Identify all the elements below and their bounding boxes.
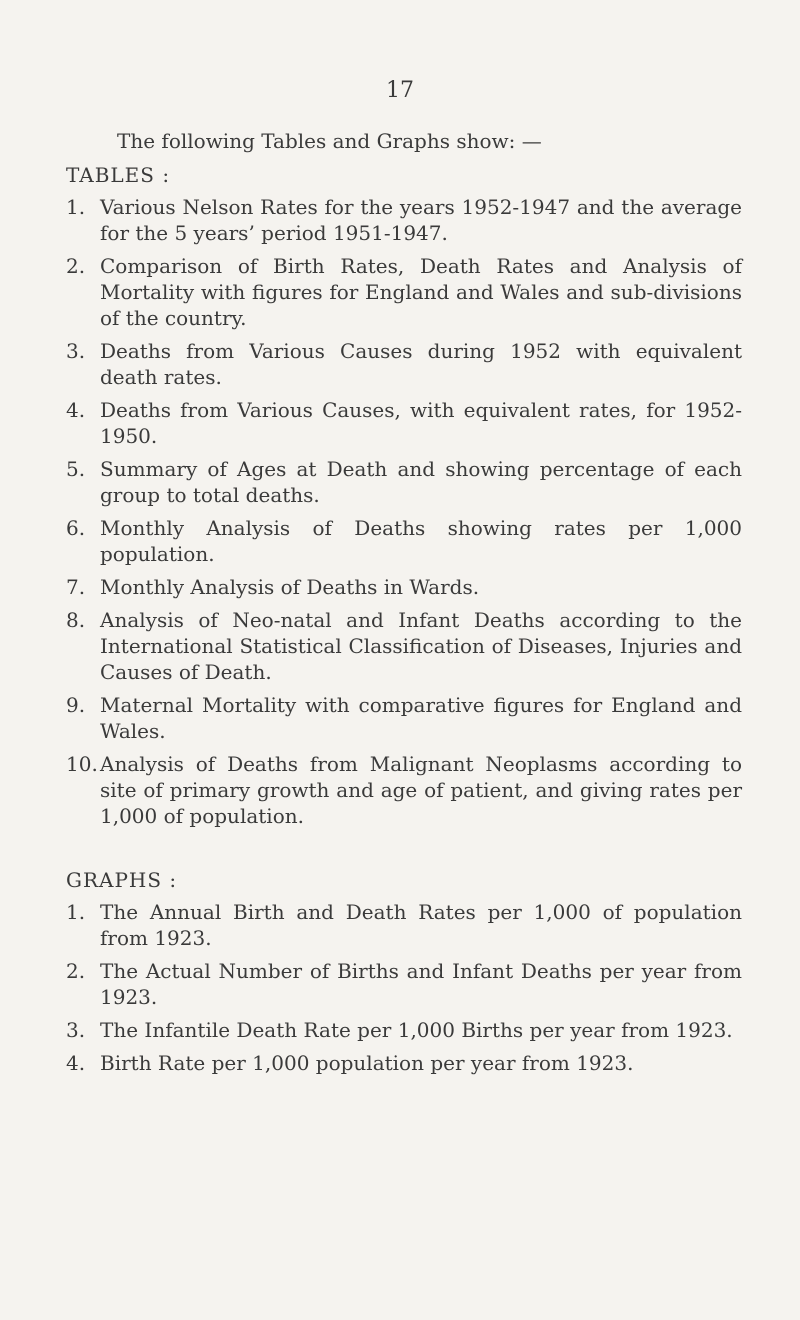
item-text: The Actual Number of Births and Infant Deaths per year from 1923.	[100, 959, 742, 1009]
page-number: 17	[386, 78, 414, 103]
item-number: 10.	[66, 752, 98, 776]
item-number: 2.	[66, 959, 86, 983]
item-number: 7.	[66, 575, 86, 599]
item-number: 5.	[66, 457, 86, 481]
item-number: 1.	[66, 900, 86, 924]
item-number: 2.	[66, 254, 86, 278]
item-number: 1.	[66, 195, 86, 219]
graphs-heading-label: GRAPHS :	[66, 868, 178, 892]
item-text: Analysis of Neo-natal and Infant Deaths according to the International Statistical Classification of Diseases, Injuries and Causes of Death.	[100, 608, 742, 684]
item-text: Various Nelson Rates for the years 1952-1947 and the average for the 5 years’ period 1951-1947.	[100, 195, 742, 245]
list-item	[66, 958, 742, 1010]
item-number: 3.	[66, 1018, 86, 1042]
item-text: Analysis of Deaths from Malignant Neoplasms according to site of primary growth and age of patient, and giving rates per 1,000 of population.	[100, 752, 742, 828]
list-item	[66, 456, 742, 508]
graphs-heading	[66, 867, 742, 893]
list-item	[66, 397, 742, 449]
item-text: Maternal Mortality with comparative figures for England and Wales.	[100, 693, 742, 743]
item-number: 3.	[66, 339, 86, 363]
list-item	[66, 899, 742, 951]
item-text: The Infantile Death Rate per 1,000 Births per year from 1923.	[100, 1018, 733, 1042]
item-text: Birth Rate per 1,000 population per year from 1923.	[100, 1051, 634, 1075]
item-text: Deaths from Various Causes during 1952 with equivalent death rates.	[100, 339, 742, 389]
tables-heading	[66, 162, 742, 188]
intro-text: The following Tables and Graphs show: —	[117, 129, 542, 153]
item-text: Comparison of Birth Rates, Death Rates and Analysis of Mortality with figures for England and Wales and sub-divisions of the country.	[100, 254, 742, 330]
graphs-list	[66, 899, 742, 1076]
item-number: 6.	[66, 516, 86, 540]
list-item	[66, 515, 742, 567]
page-content	[66, 128, 742, 1083]
list-item	[66, 574, 742, 600]
item-text: Monthly Analysis of Deaths in Wards.	[100, 575, 480, 599]
tables-heading-label: TABLES :	[66, 163, 171, 187]
list-item	[66, 1017, 742, 1043]
item-text: The Annual Birth and Death Rates per 1,000 of population from 1923.	[100, 900, 742, 950]
item-number: 4.	[66, 1051, 86, 1075]
item-text: Monthly Analysis of Deaths showing rates per 1,000 population.	[100, 516, 742, 566]
item-text: Deaths from Various Causes, with equivalent rates, for 1952-1950.	[100, 398, 742, 448]
item-number: 8.	[66, 608, 86, 632]
item-number: 9.	[66, 693, 86, 717]
list-item	[66, 751, 742, 829]
list-item	[66, 692, 742, 744]
list-item	[66, 338, 742, 390]
tables-list	[66, 194, 742, 829]
item-text: Summary of Ages at Death and showing percentage of each group to total deaths.	[100, 457, 742, 507]
list-item	[66, 253, 742, 331]
list-item	[66, 194, 742, 246]
list-item	[66, 607, 742, 685]
list-item	[66, 1050, 742, 1076]
item-number: 4.	[66, 398, 86, 422]
